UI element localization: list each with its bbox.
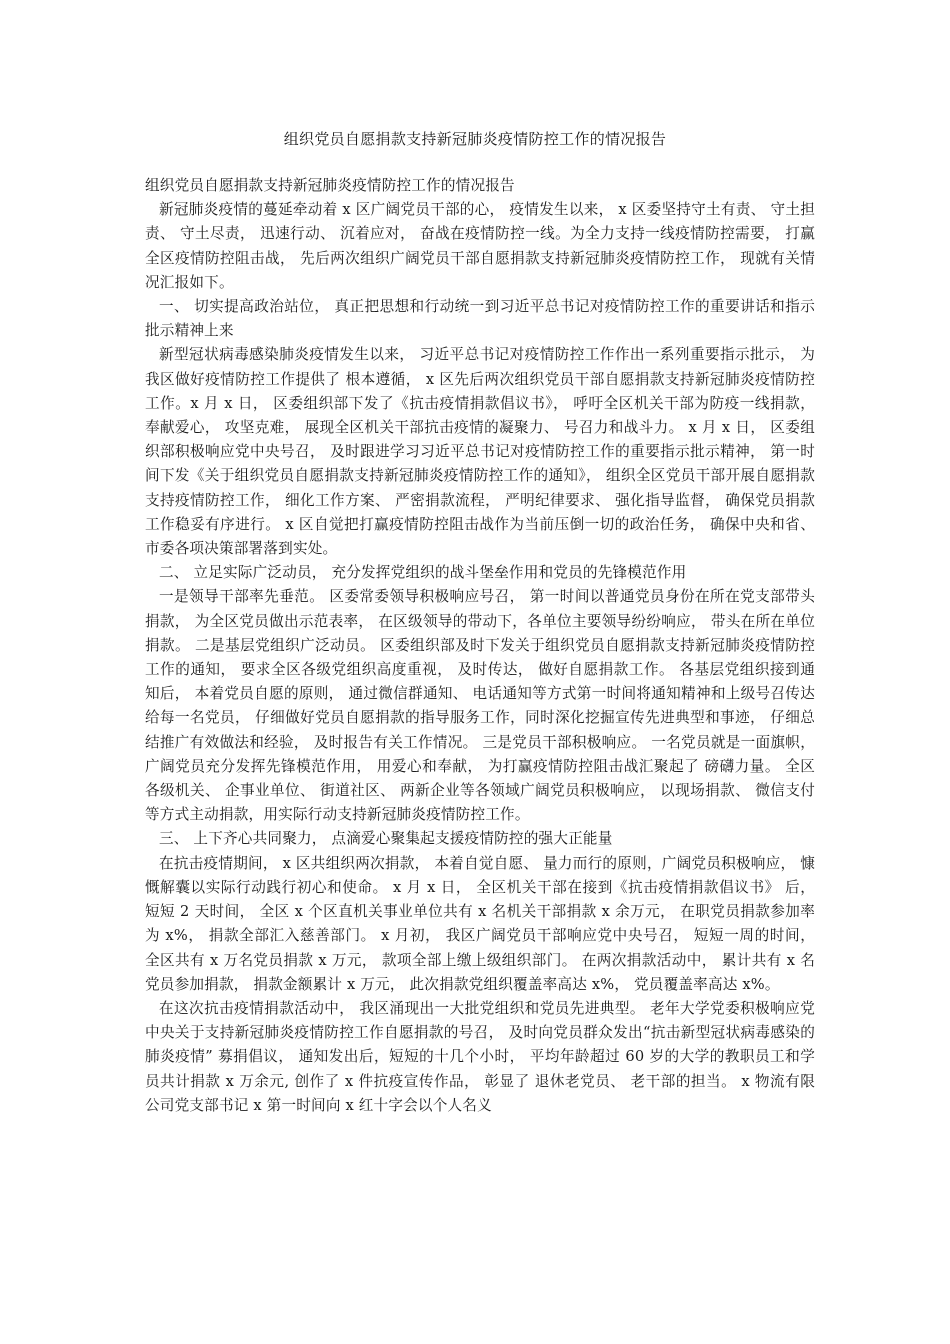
- section-1-paragraph: 新型冠状病毒感染肺炎疫情发生以来， 习近平总书记对疫情防控工作作出一系列重要指示批示， 为我区做好疫情防控工作提供了 根本遵循， x 区先后两次组织党员干部自愿捐款支持新冠肺炎疫情防控工作。x 月 x 日， 区委组织部下发了《抗击疫情捐款倡议书》， 呼吁全区机关干部为防疫一线捐款， 奉献爱心， 攻坚克难， 展现全区机关干部抗击疫情的凝聚力、 号召力和战斗力。 x 月 x 日， 区委组织部积极响应党中央号召， 及时跟进学习习近平总书记对疫情防控工作的重要指示批示精神， 第一时间下发《关于组织党员自愿捐款支持新冠肺炎疫情防控工作的通知》， 组织全区党员干部开展自愿捐款支持疫情防控工作， 细化工作方案、 严密捐款流程， 严明纪律要求、 强化指导监督， 确保党员捐款工作稳妥有序进行。 x 区自觉把打赢疫情防控阻击战作为当前压倒一切的政治任务， 确保中央和省、 市委各项决策部署落到实处。: [145, 346, 815, 558]
- section-heading-3: 三、 上下齐心共同聚力， 点滴爱心聚集起支援疫情防控的强大正能量: [159, 830, 613, 848]
- document-title: 组织党员自愿捐款支持新冠肺炎疫情防控工作的情况报告: [283, 130, 667, 148]
- body-heading: 组织党员自愿捐款支持新冠肺炎疫情防控工作的情况报告: [145, 177, 515, 194]
- section-3-paragraph-2: 在这次抗击疫情捐款活动中， 我区涌现出一大批党组织和党员先进典型。 老年大学党委积极响应党中央关于支持新冠肺炎疫情防控工作自愿捐款的号召， 及时向党员群众发出“抗击新型冠状病毒感染的肺炎疫情” 募捐倡议， 通知发出后，短短的十几个小时， 平均年龄超过 60 岁的大学的教职员工和学员共计捐款 x 万余元, 创作了 x 件抗疫宣传作品， 彰显了 退休老党员、 老干部的担当。 x 物流有限公司党支部书记 x 第一时间向 x 红十字会以个人名义: [145, 999, 815, 1114]
- section-heading-1: 一、 切实提高政治站位， 真正把思想和行动统一到习近平总书记对疫情防控工作的重要讲话和指示批示精神上来: [145, 298, 815, 340]
- section-heading-2: 二、 立足实际广泛动员， 充分发挥党组织的战斗堡垒作用和党员的先锋模范作用: [159, 564, 687, 582]
- section-3-paragraph-1: 在抗击疫情期间， x 区共组织两次捐款， 本着自觉自愿、 量力而行的原则，广阔党员积极响应， 慷慨解囊以实际行动践行初心和使命。 x 月 x 日， 全区机关干部在接到《抗击疫情捐款倡议书》 后， 短短 2 天时间， 全区 x 个区直机关事业单位共有 x 名机关干部捐款 x 余万元， 在职党员捐款参加率为 x%， 捐款全部汇入慈善部门。 x 月初， 我区广阔党员干部响应党中央号召， 短短一周的时间， 全区共有 x 万名党员捐款 x 万元， 款项全部上缴上级组织部门。 在两次捐款活动中， 累计共有 x 名党员参加捐款， 捐款金额累计 x 万元， 此次捐款党组织覆盖率高达 x%， 党员覆盖率高达 x%。: [145, 854, 815, 993]
- intro-paragraph: 新冠肺炎疫情的蔓延牵动着 x 区广阔党员干部的心， 疫情发生以来， x 区委坚持守土有责、 守土担责、 守土尽责， 迅速行动、 沉着应对， 奋战在疫情防控一线。为全力支持一线疫情防控需要， 打赢全区疫情防控阻击战， 先后两次组织广阔党员干部自愿捐款支持新冠肺炎疫情防控工作， 现就有关情况汇报如下。: [145, 201, 815, 291]
- document-body: [145, 174, 815, 1118]
- section-2-paragraph: 一是领导干部率先垂范。 区委常委领导积极响应号召， 第一时间以普通党员身份在所在党支部带头捐款， 为全区党员做出示范表率， 在区级领导的带动下，各单位主要领导纷纷响应， 带头在所在单位捐款。 二是基层党组织广泛动员。 区委组织部及时下发关于组织党员自愿捐款支持新冠肺炎疫情防控工作的通知， 要求全区各级党组织高度重视， 及时传达， 做好自愿捐款工作。 各基层党组织接到通知后， 本着党员自愿的原则， 通过微信群通知、 电话通知等方式第一时间将通知精神和上级号召传达给每一名党员， 仔细做好党员自愿捐款的指导服务工作，同时深化挖掘宣传先进典型和事迹， 仔细总结推广有效做法和经验， 及时报告有关工作情况。 三是党员干部积极响应。 一名党员就是一面旗帜， 广阔党员充分发挥先锋模范作用， 用爱心和奉献， 为打赢疫情防控阻击战汇聚起了 磅礴力量。 全区各级机关、 企事业单位、 街道社区、 两新企业等各领域广阔党员积极响应， 以现场捐款、 微信支付等方式主动捐款，用实际行动支持新冠肺炎疫情防控工作。: [145, 588, 815, 824]
